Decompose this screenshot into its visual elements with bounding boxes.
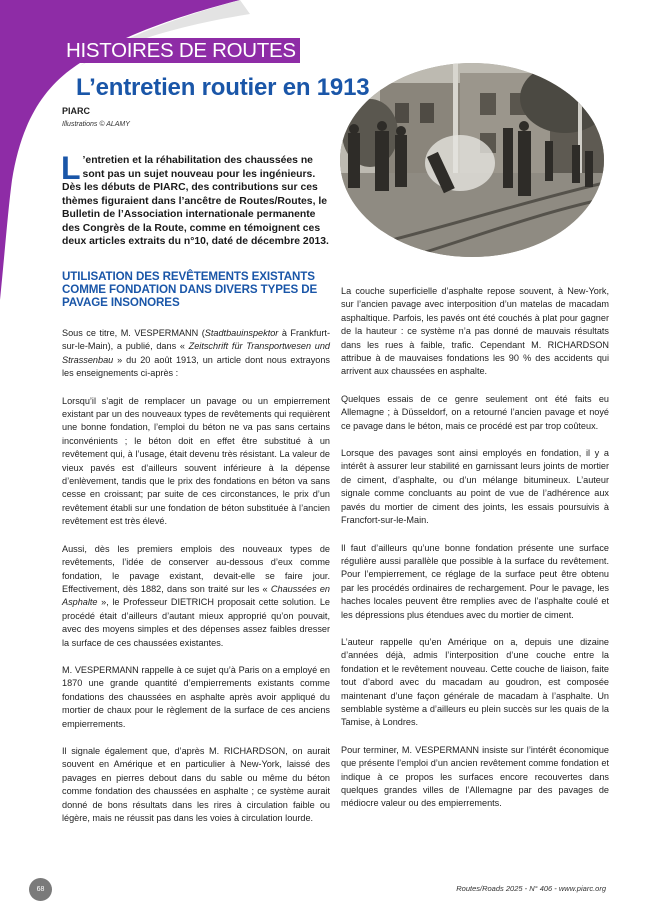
page-number-badge: 68 (29, 878, 52, 901)
paragraph: Pour terminer, M. VESPERMANN insiste sur l’intérêt économique que présente l’emploi d’un ancien revêtement comme fondation et indique à ce propos les surfaces encore recouvertes dans quelques grandes villes de l’Allemagne par des pavages de médiocre valeur ou des empierrements. (341, 744, 609, 809)
paragraph-intro (62, 327, 330, 381)
footer-reference: Routes/Roads 2025 - N° 406 - www.piarc.org (456, 884, 606, 893)
italic-publication: Chaussées en Asphalte (62, 583, 331, 608)
paragraph: Il signale également que, d’après M. RICHARDSON, on aurait souvent en Amérique et en particulier à New-York, laissé des pavages en pierres debout dans du sable ou même du béton comme fondation des chaussées en asphalte ; ce système aurait donné de bons résultats dans les rires à circulation faible ou légère, mais ne réussit pas dans les voies à circulation lourde. (62, 745, 330, 823)
text-run: » du 20 août 1913, un article dont nous extrayons les enseignements ci-après : (62, 354, 330, 379)
article-lede (61, 150, 334, 249)
paragraph: Il faut d’ailleurs qu’une bonne fondation présente une surface régulière aussi parallèle que possible à la surface du revêtement. Pour l’empierrement, ce réglage de la surface peut être obtenu par les procédés ordinaires de rechargement. Pour le pavage, les haches locales peuvent être remplies avec de l’asphalte coulé et les dépressions plus étendues avec du mortier de ciment. (341, 542, 609, 620)
text-run: Aussi, dès les premiers emplois des nouveaux types de revêtements, l’idée de conserver au-dessous d’eux comme fondation, le pavage existant, devait-elle se faire jour. Effectivement, dès 1882, dans son traité sur les « (62, 543, 330, 594)
photo-illustration-icon (340, 63, 604, 257)
paragraph: Lorsqu’il s’agit de remplacer un pavage ou un empierrement existant par un des nouveaux types de revêtements qui requièrent une bonne fondation, l’emploi du béton ne va pas sans certains inconvénients ; le béton doit en effet être substitué à un revêtement qui, à l’usage, était devenu très résistant. La valeur de vieux pavés est d’ailleurs souvent inférieure à la dépense d’enlèvement, tandis que le prix des fondations en béton va sans cesse en croissant; par suite de ces circonstances, le prix d’un revêtement établi sur une fondation de béton substituée à l’ancien revêtement est très élevé. (62, 395, 330, 527)
italic-term: Stadtbauinspektor (204, 328, 279, 338)
italic-publication: Zeitschrift für Transportwesen und Strassenbau (62, 341, 330, 365)
article-title: L’entretien routier en 1913 (76, 74, 370, 101)
paragraph: Lorsque des pavages sont ainsi employés en fondation, il y a intérêt à assurer leur stabilité en garnissant leurs joints de mortier de ciment, d’asphalte, ou d’un mélange bitumineux. L’auteur signale comme concluants au point de vue de l’adhérence aux pavés du mortier de ciment des joints, les essais poursuivis à Francfort-sur-le-Main. (341, 448, 609, 526)
text-run: », le Professeur DIETRICH proposait cette solution. Le procédé était d’ailleurs d’autant mieux approprié qu’on pouvait, avec des moyens simples et des dépenses assez faibles dresser la surface de ces chaussées existantes. (62, 597, 330, 648)
lede-text: ’entretien et la réhabilitation des chaussées ne sont pas un sujet nouveau pour les ingénieurs. Dès les débuts de PIARC, des contributions sur ces thèmes figuraient dans l’ancêtre de Routes/Routes, le Bulletin de l’Association internationale permanente des Congrès de la Route, comme en témoignent ces deux articles extraits du n°10, daté de décembre 2013. (62, 155, 329, 247)
column-right (341, 285, 609, 825)
paragraph: M. VESPERMANN rappelle à ce sujet qu’à Paris on a employé en 1870 une grande quantité d’empierrements existants comme fondations des chaussées en asphalte après avoir appliqué du mortier de chaux pour le règlement de la surface de ces anciens empierrements. (62, 664, 330, 729)
drop-cap: L (61, 150, 81, 186)
text-run: Sous ce titre, M. VESPERMANN ( (62, 328, 205, 338)
paragraph: Quelques essais de ce genre seulement ont été faits eu Allemagne ; à Düsseldorf, on a retourné l’ancien pavage et noyé ce pavage dans le béton, mais ce procédé est par trop coûteux. (341, 393, 609, 431)
section-label: HISTOIRES DE ROUTES (62, 38, 300, 63)
author: PIARC (62, 106, 91, 116)
paragraph: La couche superficielle d’asphalte repose souvent, à New-York, sur l’ancien pavage avec interposition d’un matelas de macadam asphaltique. Parfois, les pavés ont été couchés à plat pour gagner de la hauteur : ce système n’a pas donné de mauvais résultats dans les rues à faible, trafic. Cependant M. RICHARDSON attribue à de mauvaises fondations les 90 % des accidents qui arrivent aux chaussées en asphalte. (341, 286, 609, 377)
illustration-credit: Illustrations © ALAMY (62, 121, 130, 128)
historic-road-photo (340, 63, 604, 257)
column-left (62, 270, 330, 839)
article-subheading: UTILISATION DES REVÊTEMENTS EXISTANTS COMME FONDATION DANS DIVERS TYPES DE PAVAGE INSONORES (62, 270, 318, 309)
paragraph (62, 543, 330, 650)
paragraph: L’auteur rappelle qu’en Amérique on a, depuis une dizaine d’années déjà, admis l’interposition d’une couche entre la fondation et le revêtement nouveau. Cette couche de liaison, faite tout d’abord avec du macadam au goudron, est composée maintenant d’une façon générale de macadam à l’asphalte. Un semblable système a d’ailleurs eu plein succès sur les quais de la Tamise, à Londres. (341, 636, 609, 728)
text-run: à Frankfurt-sur-le-Main), a publié, dans « (62, 328, 330, 352)
